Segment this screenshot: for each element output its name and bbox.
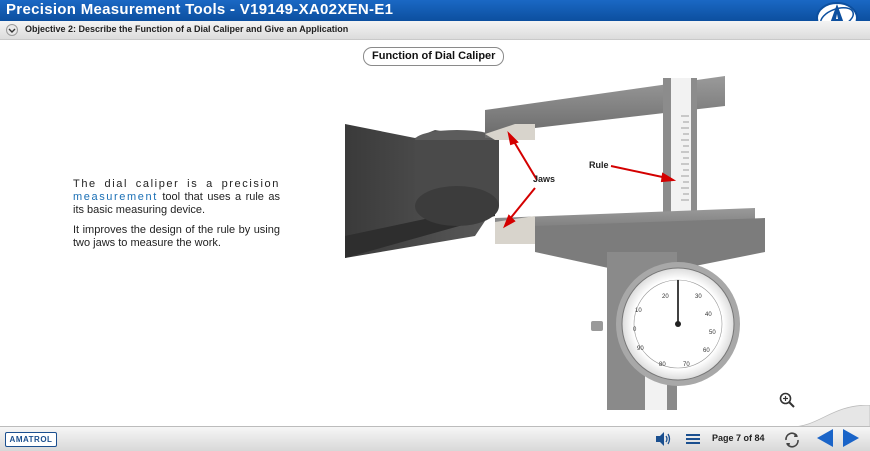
paragraph-1: [73, 178, 280, 217]
footer-bar: [0, 426, 870, 451]
svg-text:70: 70: [683, 362, 690, 368]
paragraph-1-pre: The dial caliper is a precision: [73, 178, 280, 190]
svg-text:60: 60: [703, 348, 710, 354]
jaws-label: Jaws: [533, 174, 556, 184]
svg-text:0: 0: [633, 327, 637, 333]
collapse-chevron-icon[interactable]: [6, 24, 18, 36]
objective-bar: [0, 21, 870, 40]
svg-text:80: 80: [659, 362, 666, 368]
paragraph-1-post: tool that uses a rule as its basic measuring device.: [73, 191, 280, 216]
speaker-icon[interactable]: [655, 431, 673, 447]
svg-text:90: 90: [637, 346, 644, 352]
course-title: Precision Measurement Tools - V19149-XA02XEN-E1: [6, 1, 394, 18]
next-page-arrow-icon[interactable]: [842, 428, 860, 448]
rule-label: Rule: [589, 160, 609, 170]
refresh-icon[interactable]: [783, 431, 801, 449]
svg-text:40: 40: [705, 312, 712, 318]
glossary-link-measurement[interactable]: measurement: [73, 191, 158, 203]
svg-text:30: 30: [695, 294, 702, 300]
objective-text: Objective 2: Describe the Function of a Dial Caliper and Give an Application: [25, 24, 349, 34]
menu-icon[interactable]: [685, 431, 701, 447]
slide-title: Function of Dial Caliper: [363, 47, 504, 66]
paragraph-2: It improves the design of the rule by using two jaws to measure the work.: [73, 224, 280, 249]
dial-caliper-image: [345, 76, 775, 410]
svg-text:20: 20: [662, 294, 669, 300]
page-indicator: Page 7 of 84: [712, 433, 765, 443]
amatrol-logo: AMATROL: [5, 432, 57, 447]
title-bar: [0, 0, 870, 21]
previous-page-arrow-icon[interactable]: [816, 428, 834, 448]
svg-text:50: 50: [709, 330, 716, 336]
svg-text:10: 10: [635, 308, 642, 314]
body-text: [73, 178, 280, 257]
footer-swoosh: [790, 405, 870, 427]
